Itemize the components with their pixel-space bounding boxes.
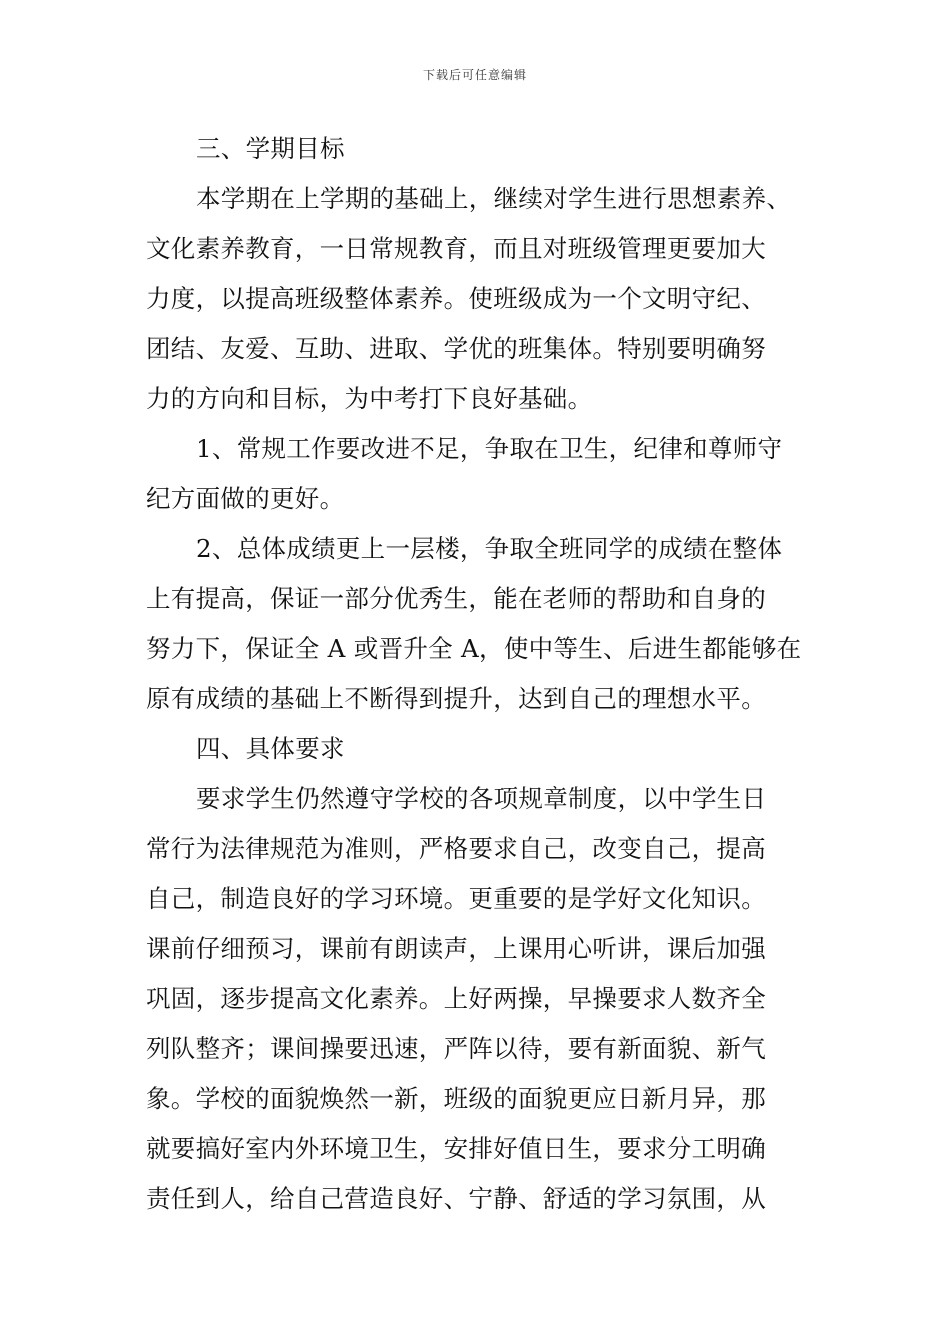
paragraph-line: 纪方面做的更好。	[146, 484, 345, 513]
paragraph-line: 努力下，保证全 A 或晋升全 A，使中等生、后进生都能够在	[146, 634, 802, 663]
paragraph-line: 常行为法律规范为准则，严格要求自己，改变自己，提高	[146, 834, 766, 863]
paragraph-line: 自己，制造良好的学习环境。更重要的是学好文化知识。	[146, 884, 766, 913]
section-heading: 三、学期目标	[196, 134, 345, 163]
paragraph-line: 力的方向和目标，为中考打下良好基础。	[146, 384, 593, 413]
paragraph-line: 象。学校的面貌焕然一新，班级的面貌更应日新月异，那	[146, 1084, 766, 1113]
paragraph-line: 团结、友爱、互助、进取、学优的班集体。特别要明确努	[146, 334, 766, 363]
paragraph-line: 巩固，逐步提高文化素养。上好两操，早操要求人数齐全	[146, 984, 766, 1013]
paragraph-line: 就要搞好室内外环境卫生，安排好值日生，要求分工明确	[146, 1134, 766, 1163]
paragraph-line: 1、常规工作要改进不足，争取在卫生，纪律和尊师守	[196, 434, 783, 463]
paragraph-line: 2、总体成绩更上一层楼，争取全班同学的成绩在整体	[196, 534, 783, 563]
paragraph-line: 文化素养教育，一日常规教育，而且对班级管理更要加大	[146, 234, 766, 263]
paragraph-line: 责任到人，给自己营造良好、宁静、舒适的学习氛围，从	[146, 1184, 766, 1213]
paragraph-line: 力度，以提高班级整体素养。使班级成为一个文明守纪、	[146, 284, 766, 313]
section-heading: 四、具体要求	[196, 734, 345, 763]
paragraph-line: 要求学生仍然遵守学校的各项规章制度，以中学生日	[196, 784, 767, 813]
paragraph-line: 上有提高，保证一部分优秀生，能在老师的帮助和自身的	[146, 584, 766, 613]
page-header: 下载后可任意编辑	[422, 68, 527, 82]
paragraph-line: 本学期在上学期的基础上，继续对学生进行思想素养、	[196, 184, 792, 213]
paragraph-line: 列队整齐；课间操要迅速，严阵以待，要有新面貌、新气	[146, 1034, 766, 1063]
paragraph-line: 原有成绩的基础上不断得到提升，达到自己的理想水平。	[146, 684, 766, 713]
paragraph-line: 课前仔细预习，课前有朗读声，上课用心听讲，课后加强	[146, 934, 766, 963]
